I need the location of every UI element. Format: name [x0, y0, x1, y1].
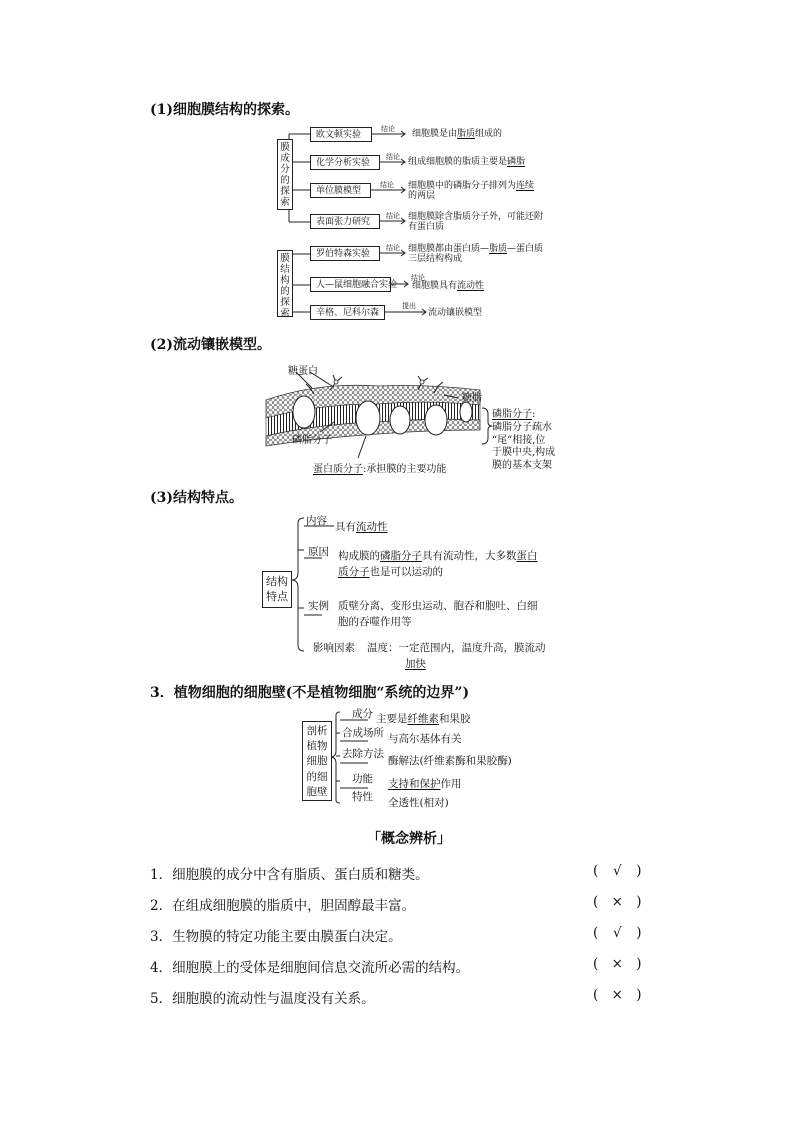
- box-unit-membrane: 单位膜模型: [310, 183, 371, 198]
- answer-3: ( √ ): [593, 925, 642, 941]
- label-removal-method: 去除方法: [342, 748, 384, 760]
- conclusion-3: 细胞膜中的磷脂分子排列为连续 的两层: [408, 181, 535, 202]
- box-robertson: 罗伯特森实验: [310, 246, 380, 261]
- answer-2: ( × ): [593, 894, 642, 910]
- box-human-mouse-fusion: 人—鼠细胞融合实验: [310, 277, 391, 292]
- question-5: 5．细胞膜的流动性与温度没有关系。: [150, 991, 375, 1007]
- protein-4: [425, 405, 447, 435]
- label-component: 成分: [352, 708, 373, 720]
- box-singer-nicolson: 辛格、尼科尔森: [310, 305, 385, 320]
- removal-value: 酶解法(纤维素酶和果胶酶): [388, 755, 512, 767]
- pointer-protein: [358, 436, 366, 458]
- question-4: 4．细胞膜上的受体是细胞间信息交流所必需的结构。: [150, 960, 470, 976]
- box-surface-tension: 表面张力研究: [310, 214, 380, 229]
- label-content: 内容: [306, 515, 327, 527]
- example-value: 质壁分离、变形虫运动、胞吞和胞吐、白细 胞的吞噬作用等: [338, 600, 538, 629]
- arrow-label-1: 结论: [381, 125, 395, 133]
- question-1: 1．细胞膜的成分中含有脂质、蛋白质和糖类。: [150, 867, 429, 883]
- box-chemical-analysis: 化学分析实验: [310, 155, 380, 170]
- structure-features-root: 结构特点: [262, 571, 292, 608]
- property-value: 全透性(相对): [388, 797, 449, 809]
- answer-1: ( √ ): [593, 863, 642, 879]
- bilayer-bracket: [482, 408, 492, 444]
- protein-1: [293, 396, 315, 428]
- group-a-label: 膜成分的探索: [280, 142, 290, 208]
- arrow-label-3: 结论: [380, 181, 394, 189]
- component-value: 主要是纤维素和果胶: [376, 713, 471, 725]
- conclusion-4: 细胞膜除含脂质分子外，可能还附 有蛋白质: [408, 212, 544, 233]
- conclusion-6: 细胞膜具有流动性: [412, 281, 485, 291]
- sec3-bracket-lines: [290, 515, 350, 655]
- content-value: 具有流动性: [335, 521, 388, 533]
- label-glycolipid: 糖脂: [462, 393, 482, 404]
- cell-wall-root: 剖析植物细胞的细胞壁: [302, 721, 332, 801]
- arrow-label-7: 提出: [402, 302, 416, 310]
- concept-heading: 「概念辨析」: [367, 831, 451, 847]
- protein-3: [390, 406, 410, 434]
- influence-value: 温度：一定范围内，温度升高，膜流动 加快: [367, 642, 546, 671]
- protein-2: [356, 401, 380, 435]
- group-membrane-structure: [277, 250, 293, 317]
- answer-4: ( × ): [593, 956, 642, 972]
- function-value: 支持和保护作用: [388, 778, 462, 790]
- arrow-label-5: 结论: [386, 244, 400, 252]
- question-3: 3．生物膜的特定功能主要由膜蛋白决定。: [150, 929, 402, 945]
- label-influence-factors: 影响因素: [313, 642, 355, 654]
- conclusion-1: 细胞膜是由脂质组成的: [412, 129, 503, 139]
- group-membrane-composition: [277, 139, 293, 210]
- arrow-label-6: 结论: [411, 274, 425, 282]
- label-example: 实例: [308, 600, 329, 612]
- label-phospholipid: 磷脂分子: [292, 435, 332, 446]
- label-protein: 蛋白质分子:承担膜的主要功能: [313, 464, 447, 475]
- synthesis-value: 与高尔基体有关: [388, 733, 462, 745]
- question-2: 2．在组成细胞膜的脂质中，胆固醇最丰富。: [150, 898, 416, 914]
- label-glycoprotein: 糖蛋白: [288, 366, 318, 377]
- section2-title: (2)流动镶嵌模型。: [150, 337, 271, 353]
- label-function: 功能: [352, 773, 373, 785]
- section4-title: 3．植物细胞的细胞壁(不是植物细胞“系统的边界”): [150, 685, 470, 701]
- label-property: 特性: [352, 791, 373, 803]
- box-overton: 欧文顿实验: [310, 127, 372, 142]
- arrow-label-2: 结论: [386, 153, 400, 161]
- label-synthesis-site: 合成场所: [342, 727, 384, 739]
- label-reason: 原因: [308, 546, 329, 558]
- arrow-label-4: 结论: [386, 212, 400, 220]
- answer-5: ( × ): [593, 987, 642, 1003]
- bilayer-annotation: 磷脂分子: 磷脂分子疏水 “尾”相接,位 于膜中央,构成 膜的基本支架: [492, 409, 556, 472]
- section3-title: (3)结构特点。: [150, 490, 243, 506]
- reason-value: 构成膜的磷脂分子具有流动性，大多数蛋白 质分子也是可以运动的: [338, 550, 538, 579]
- fluid-mosaic-diagram: [258, 360, 498, 475]
- group-b-label: 膜结构的探索: [280, 253, 290, 319]
- conclusion-2: 组成细胞膜的脂质主要是磷脂: [408, 157, 526, 167]
- conclusion-7: 流动镶嵌模型: [428, 308, 483, 318]
- section1-title: (1)细胞膜结构的探索。: [150, 102, 299, 118]
- protein-5: [460, 402, 472, 422]
- conclusion-5: 细胞膜都由蛋白质—脂质—蛋白质 三层结构构成: [408, 244, 544, 265]
